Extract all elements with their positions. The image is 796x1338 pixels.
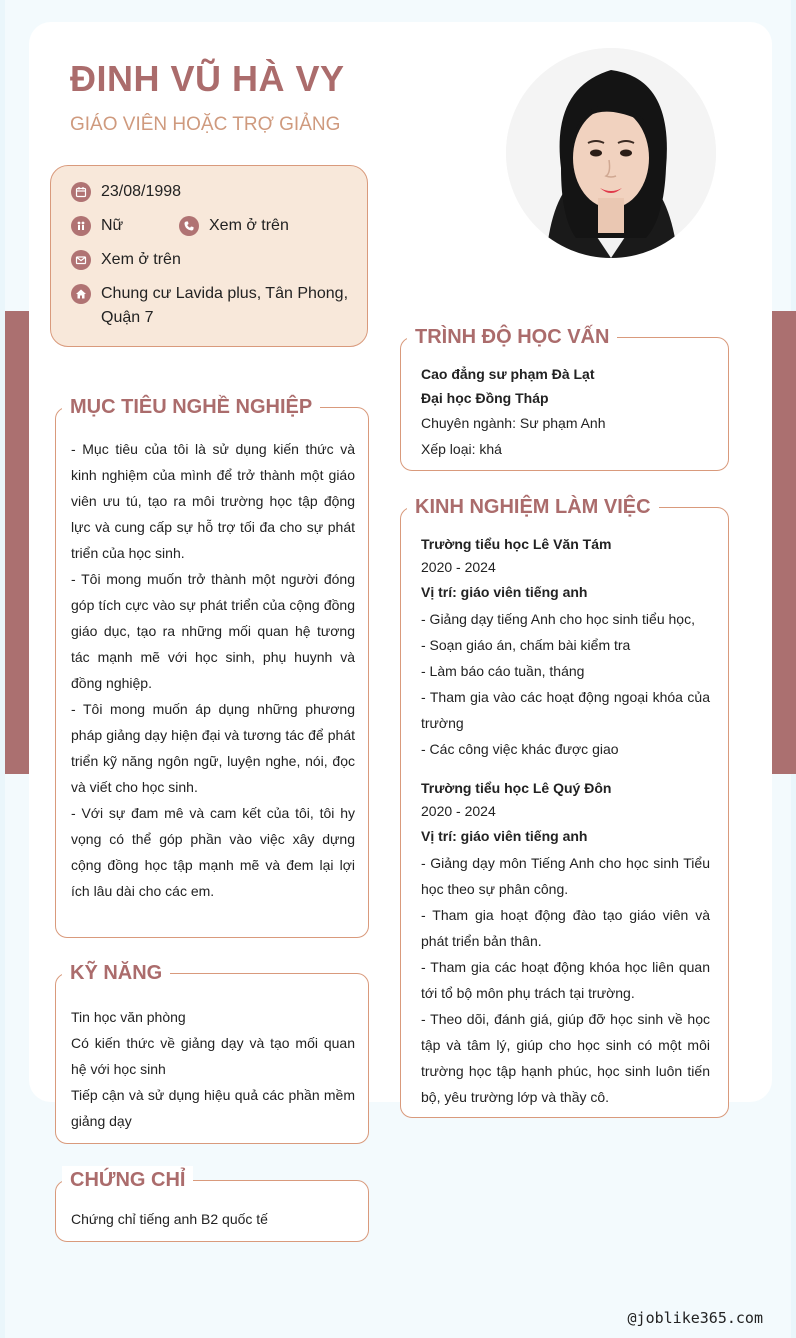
certificate-item: Chứng chỉ tiếng anh B2 quốc tế (71, 1211, 268, 1227)
education-grade: Xếp loại: khá (421, 441, 502, 457)
skill-item: Tin học văn phòng (71, 1009, 186, 1025)
objective-paragraph: - Mục tiêu của tôi là sử dụng kiến thức và kinh nghiệm của mình để trở thành một giáo viên ưu tú, tạo ra môi trường học tập động lực và cung cấp sự hỗ trợ tối đa cho sự phát triển của học sinh. (71, 441, 355, 561)
experience-title: KINH NGHIỆM LÀM VIỆC (407, 493, 659, 521)
profile-photo (506, 48, 716, 258)
gender-row (71, 214, 123, 238)
gender-icon (71, 216, 91, 236)
education-school-2: Đại học Đồng Tháp (421, 390, 549, 406)
experience-section (400, 507, 729, 1118)
phone-value: Xem ở trên (209, 217, 289, 234)
job-duty: - Soạn giáo án, chấm bài kiểm tra (421, 637, 631, 653)
calendar-icon (71, 182, 91, 202)
job-company: Trường tiểu học Lê Quý Đôn (421, 780, 612, 796)
skill-item: Tiếp cận và sử dụng hiệu quả các phần mềm giảng dạy (71, 1087, 355, 1129)
job-duty: - Tham gia các hoạt động khóa học liên quan tới tổ bộ môn phụ trách tại trường. (421, 959, 710, 1001)
skills-section (55, 973, 369, 1144)
job-company: Trường tiểu học Lê Văn Tám (421, 536, 612, 552)
skills-title: KỸ NĂNG (62, 959, 170, 987)
education-section (400, 337, 729, 471)
skill-item: Có kiến thức về giảng dạy và tạo mối quan hệ với học sinh (71, 1035, 355, 1077)
gender-value: Nữ (101, 217, 124, 234)
job-duty: - Làm báo cáo tuần, tháng (421, 663, 585, 679)
address-line-2: Quận 7 (101, 309, 154, 326)
education-major: Chuyên ngành: Sư phạm Anh (421, 415, 606, 431)
education-school-1: Cao đẳng sư phạm Đà Lạt (421, 366, 595, 382)
watermark: @joblike365.com (627, 1309, 763, 1327)
address-line-1: Chung cư Lavida plus, Tân Phong, (101, 285, 349, 302)
birthday-value: 23/08/1998 (101, 183, 182, 200)
home-icon (71, 284, 91, 304)
job-duty: - Các công việc khác được giao (421, 741, 619, 757)
right-accent-bar (772, 311, 796, 774)
candidate-name: ĐINH VŨ HÀ VY (70, 58, 345, 99)
phone-row (179, 214, 289, 238)
left-accent-bar (5, 311, 29, 774)
job-duty: - Giảng dạy tiếng Anh cho học sinh tiểu học, (421, 611, 695, 627)
objective-paragraph: - Tôi mong muốn trở thành một người đóng góp tích cực vào sự phát triển của cộng đồng giáo dục, tạo ra những mối quan hệ tương tác mạnh mẽ với học sinh, phụ huynh và đồng nghiệp. (71, 571, 355, 691)
objective-title: MỤC TIÊU NGHỀ NGHIỆP (62, 393, 320, 421)
education-title: TRÌNH ĐỘ HỌC VẤN (407, 323, 617, 351)
job-period: 2020 - 2024 (421, 803, 496, 819)
phone-icon (179, 216, 199, 236)
job-duty: - Theo dõi, đánh giá, giúp đỡ học sinh về học tập và tâm lý, giúp cho học sinh có một môi trường học tập hạnh phúc, học sinh luôn tiến bộ, yêu trường lớp và thầy cô. (421, 1011, 710, 1105)
objective-section (55, 407, 369, 938)
birthday-row (71, 180, 181, 204)
objective-paragraph: - Tôi mong muốn áp dụng những phương pháp giảng dạy hiện đại và tương tác để phát triển kỹ năng ngôn ngữ, luyện nghe, nói, đọc và viết cho học sinh. (71, 701, 355, 795)
job-duty: - Tham gia hoạt động đào tạo giáo viên và phát triển bản thân. (421, 907, 710, 949)
objective-paragraph: - Với sự đam mê và cam kết của tôi, tôi hy vọng có thể góp phần vào việc xây dựng cộng đồng học tập mạnh mẽ và đem lại lợi ích lâu dài cho các em. (71, 805, 355, 899)
job-position: Vị trí: giáo viên tiếng anh (421, 828, 588, 844)
certificates-title: CHỨNG CHỈ (62, 1166, 193, 1194)
job-duty: - Giảng dạy môn Tiếng Anh cho học sinh Tiểu học theo sự phân công. (421, 855, 710, 897)
email-value: Xem ở trên (101, 251, 181, 268)
address-row (71, 282, 348, 330)
job-period: 2020 - 2024 (421, 559, 496, 575)
mail-icon (71, 250, 91, 270)
job-position: Vị trí: giáo viên tiếng anh (421, 584, 588, 600)
job-duty: - Tham gia vào các hoạt động ngoại khóa của trường (421, 689, 710, 731)
job-title: GIÁO VIÊN HOẶC TRỢ GIẢNG (70, 114, 341, 135)
email-row (71, 248, 181, 272)
